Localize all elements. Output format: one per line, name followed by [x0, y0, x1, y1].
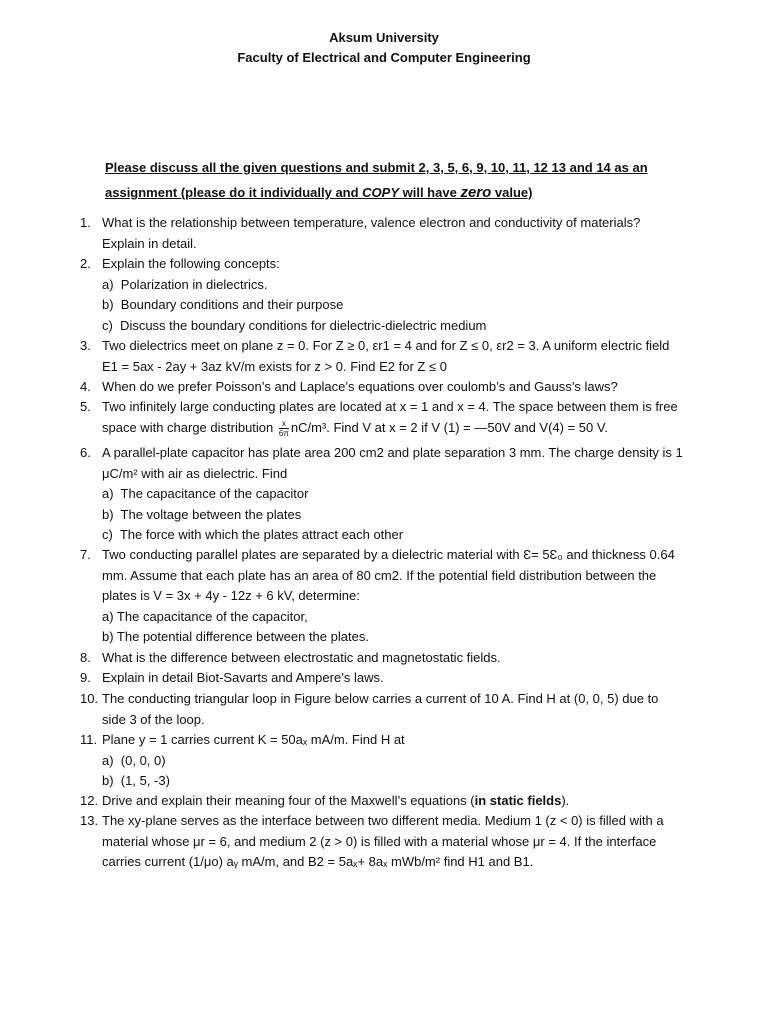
instructions-line-2: assignment (please do it individually and COPY will have zero value): [105, 184, 533, 201]
question-3: 3. Two dielectrics meet on plane z = 0. For Z ≥ 0, εr1 = 4 and for Z ≤ 0, εr2 = 3. A uniform electric field E1 = 5ax - 2ay + 3az kV/m exists for z > 0. Find E2 for Z ≤ 0: [80, 338, 670, 374]
question-4: 4. When do we prefer Poisson’s and Laplace’s equations over coulomb’s and Gauss’s laws?: [80, 379, 618, 394]
question-11: 11. Plane y = 1 carries current K = 50aₓ mA/m. Find H at a) (0, 0, 0) b) (1, 5, -3): [80, 730, 730, 792]
question-9: 9. Explain in detail Biot-Savarts and Ampere’s laws.: [80, 670, 384, 685]
document-header: [0, 28, 768, 68]
question-2-part-b: b) Boundary conditions and their purpose: [102, 297, 344, 312]
question-8: 8. What is the difference between electrostatic and magnetostatic fields.: [80, 650, 501, 665]
instructions-line-1: Please discuss all the given questions and submit 2, 3, 5, 6, 9, 10, 11, 12 13 and 14 as an: [105, 160, 648, 175]
question-2-part-c: c) Discuss the boundary conditions for dielectric-dielectric medium: [102, 317, 487, 333]
charge-density-fraction: $\frac{x}{6\pi}$: [278, 418, 289, 438]
question-13: 13. The xy-plane serves as the interface between two different media. Medium 1 (z < 0) is filled with a material whose μr = 6, and medium 2 (z > 0) is filled with a material whose μr = 4. If the interface carries current (1/μo) aᵧ mA/m, and B2 = 5aₓ+ 8aₓ mWb/m² find H1 and B1.: [80, 813, 664, 869]
university-name: Aksum University: [329, 30, 439, 45]
question-6-part-b: b) The voltage between the plates: [102, 506, 302, 522]
question-7: 7. Two conducting parallel plates are separated by a dielectric material with Ɛ= 5Ɛ₀ and thickness 0.64 mm. Assume that each plate has an area of 80 cm2. If the potential field distribution between the plates is V = 3x + 4y - 12z + 6 kV, determine: a) The capacitance of the capacitor, b) The potential difference between the plates.: [80, 547, 675, 644]
question-6-part-a: a) The capacitance of the capacitor: [102, 486, 309, 501]
assignment-instructions: [105, 155, 705, 205]
question-2-part-a: a) Polarization in dielectrics.: [102, 276, 268, 292]
question-6-part-c: c) The force with which the plates attract each other: [102, 527, 404, 542]
question-6: 6. A parallel-plate capacitor has plate area 200 cm2 and plate separation 3 mm. The charge density is 1 μC/m² with air as dielectric. Find a) The capacitance of the capacitor b) The voltage between the plates c) The force with which the plates attract each other: [80, 443, 730, 546]
question-5: 5. Two infinitely large conducting plates are located at x = 1 and x = 4. The space between them is free space with charge distribution $\frac{x}{6\pi}$ nC/m³. Find V at x = 2 if V (1) = —50V and V(4) = 50 V.: [80, 399, 678, 438]
question-11-part-b: b) (1, 5, -3): [102, 773, 170, 788]
question-10: 10. The conducting triangular loop in Figure below carries a current of 10 A. Find H at (0, 0, 5) due to side 3 of the loop.: [80, 691, 659, 727]
question-11-part-a: a) (0, 0, 0): [102, 752, 166, 768]
question-1: 1. What is the relationship between temperature, valence electron and conductivity of materials? Explain in detail.: [80, 215, 641, 251]
faculty-name: Faculty of Electrical and Computer Engineering: [237, 50, 531, 65]
question-12: 12. Drive and explain their meaning four of the Maxwell’s equations (in static fields).: [80, 793, 570, 808]
question-2: 2. Explain the following concepts: a) Polarization in dielectrics. b) Boundary conditions and their purpose c) Discuss the boundary conditions for dielectric-dielectric medium: [80, 254, 730, 336]
